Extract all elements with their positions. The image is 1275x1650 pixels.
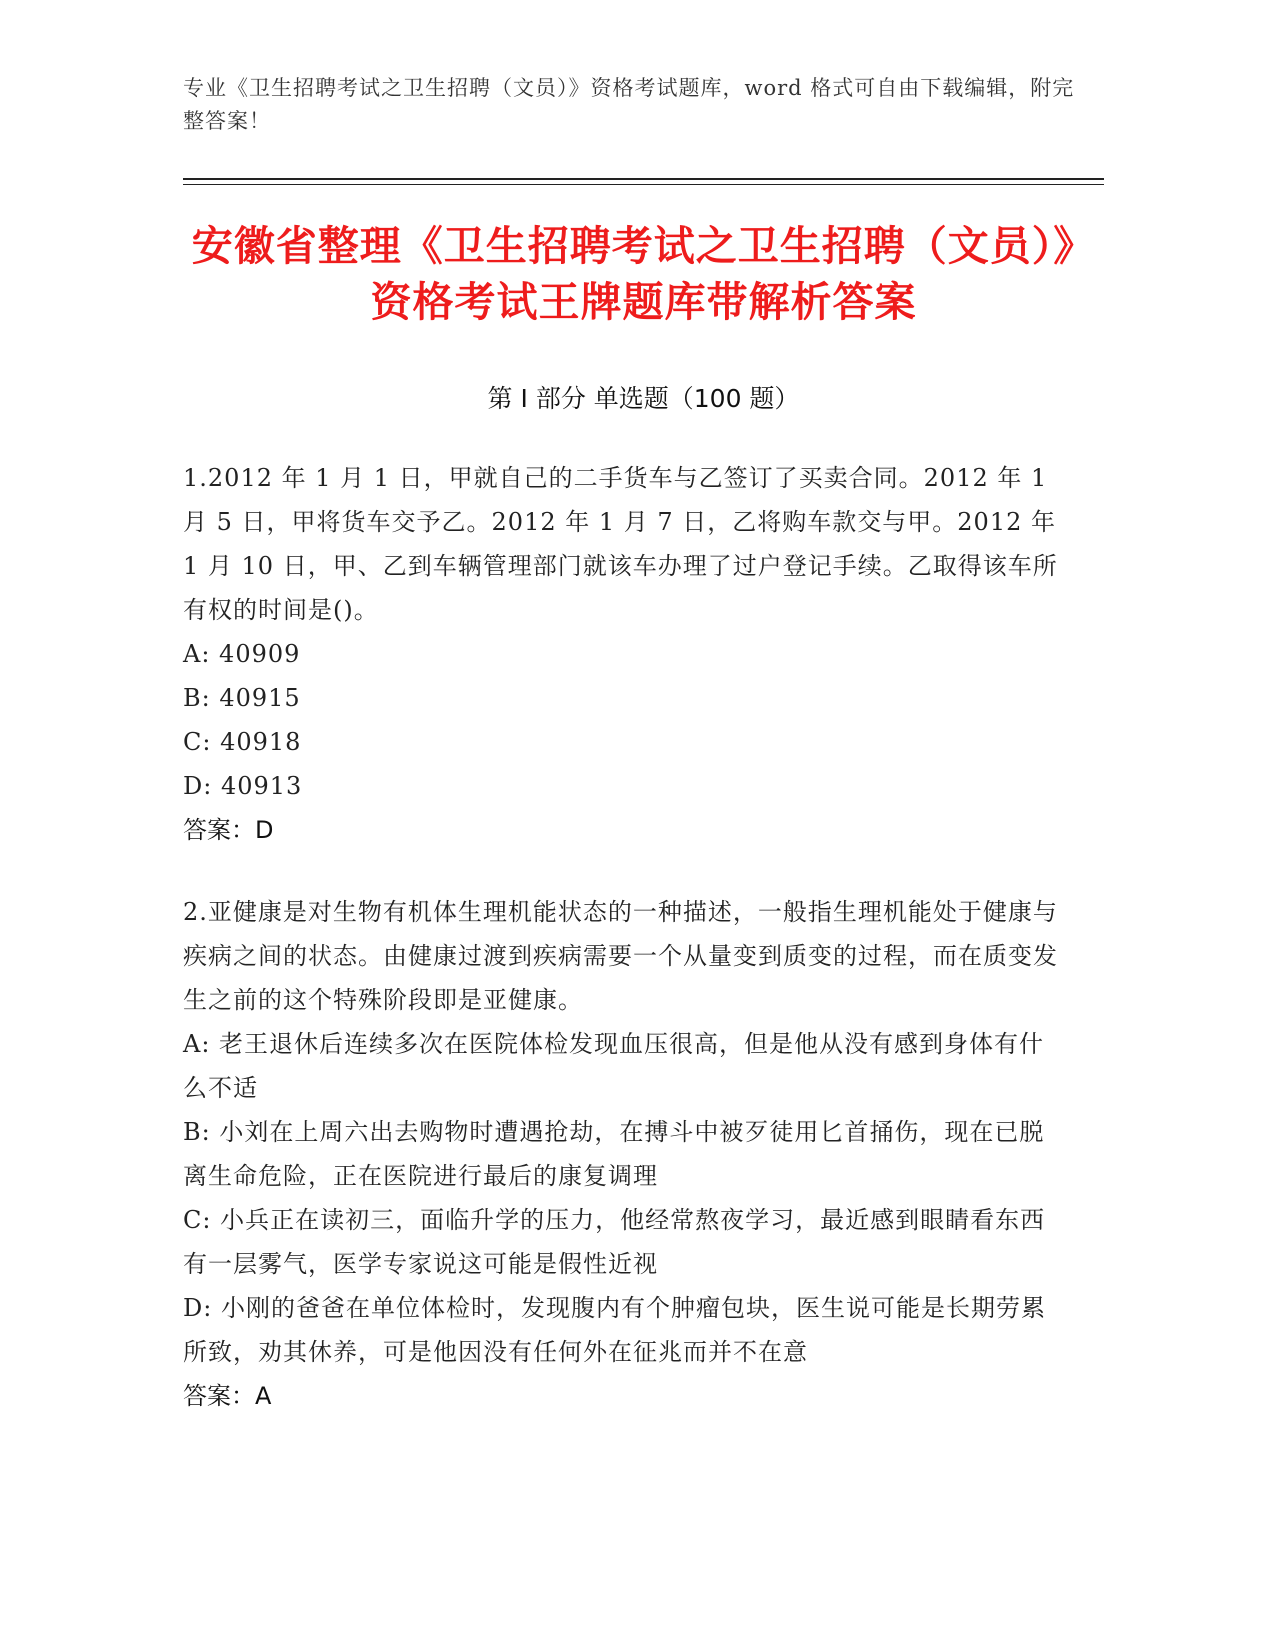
answer-line: 答案：A [183, 1382, 272, 1410]
document-title: 安徽省整理《卫生招聘考试之卫生招聘（文员）》资格考试王牌题库带解析答案 [191, 222, 1096, 326]
option-d: D: 小刚的爸爸在单位体检时，发现腹内有个肿瘤包块，医生说可能是长期劳累所致，劝其休养，可是他因没有任何外在征兆而并不在意 [183, 1294, 1046, 1366]
question-stem: 2.亚健康是对生物有机体生理机能状态的一种描述，一般指生理机能处于健康与疾病之间的状态。由健康过渡到疾病需要一个从量变到质变的过程，而在质变发生之前的这个特殊阶段即是亚健康。 [183, 898, 1058, 1014]
header-note: 专业《卫生招聘考试之卫生招聘（文员）》资格考试题库，word 格式可自由下载编辑，附完整答案！ [183, 76, 1075, 133]
question-2 [183, 890, 1063, 1418]
question-1 [183, 456, 1063, 852]
option-a: A: 老王退休后连续多次在医院体检发现血压很高，但是他从没有感到身体有什么不适 [183, 1030, 1045, 1102]
header-divider-thin [183, 184, 1104, 185]
option-c: C: 小兵正在读初三，面临升学的压力，他经常熬夜学习，最近感到眼睛看东西有一层雾气，医学专家说这可能是假性近视 [183, 1206, 1046, 1278]
option-b: B: 小刘在上周六出去购物时遭遇抢劫，在搏斗中被歹徒用匕首捅伤，现在已脱离生命危险，正在医院进行最后的康复调理 [183, 1118, 1045, 1190]
question-stem: 1.2012 年 1 月 1 日，甲就自己的二手货车与乙签订了买卖合同。2012 年 1 月 5 日，甲将货车交予乙。2012 年 1 月 7 日，乙将购车款交与甲。2012 年 1 月 10 日，甲、乙到车辆管理部门就该车办理了过户登记手续。乙取得该车所有权的时间是()。 [183, 464, 1058, 624]
section-heading: 第 I 部分 单选题（100 题） [487, 384, 800, 413]
option-d: D: 40913 [183, 772, 303, 800]
answer-line: 答案：D [183, 816, 274, 844]
header-divider-thick [183, 178, 1104, 180]
option-a: A: 40909 [183, 640, 301, 668]
option-b: B: 40915 [183, 684, 301, 712]
option-c: C: 40918 [183, 728, 302, 756]
